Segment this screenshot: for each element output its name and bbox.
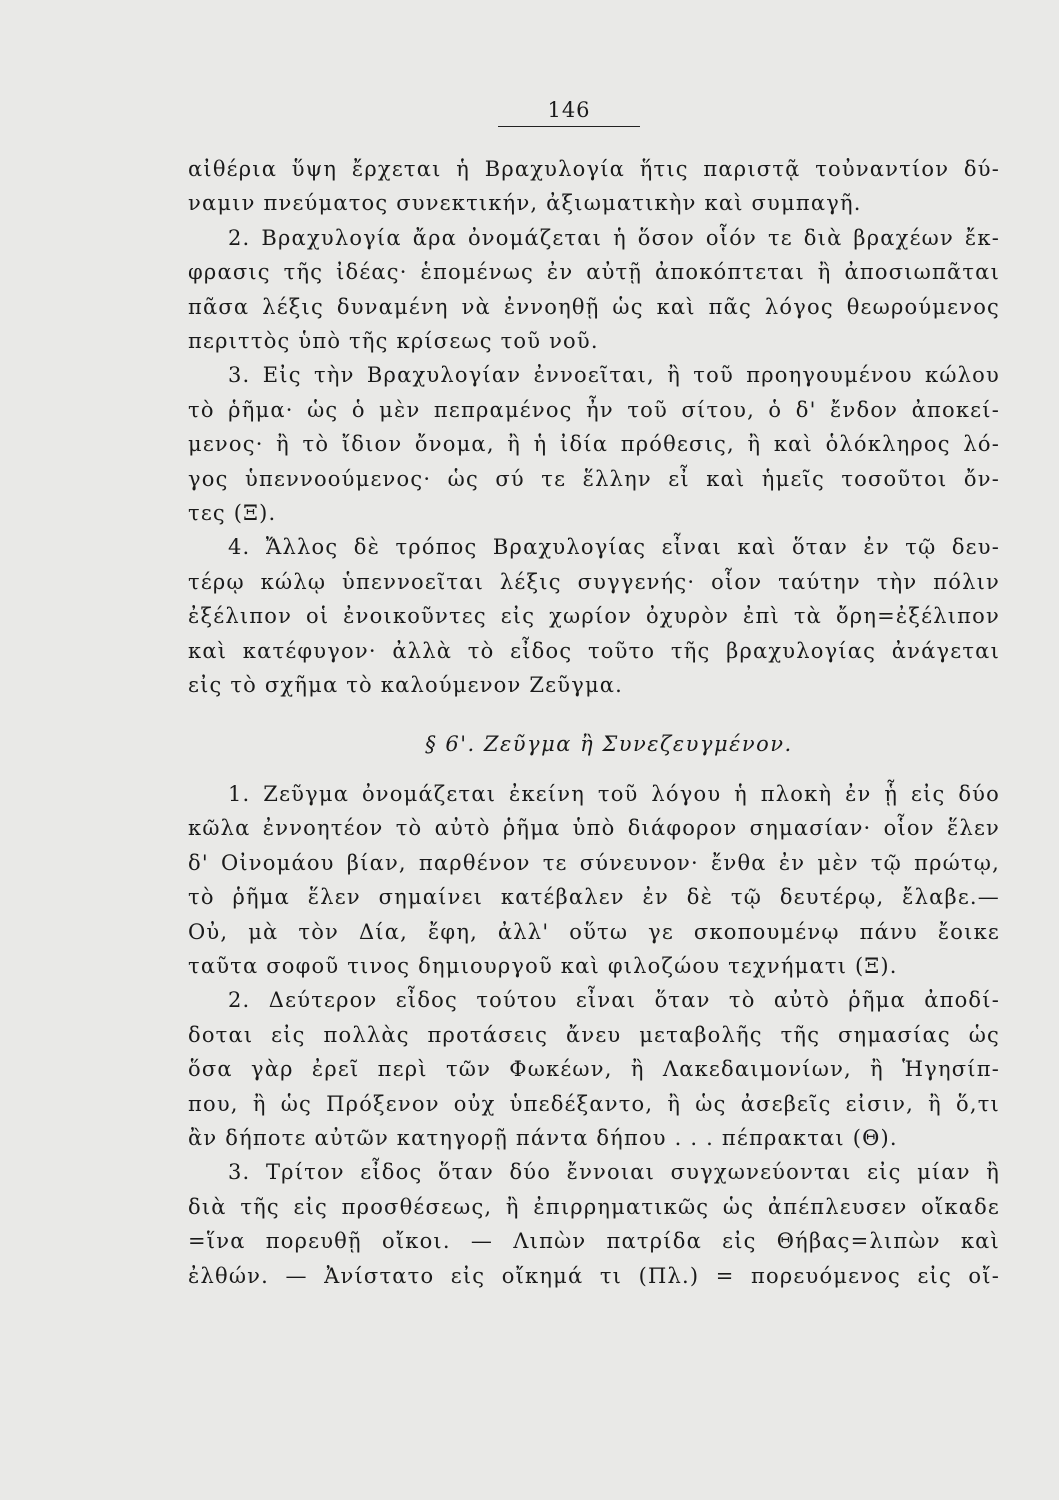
text-line: τὸ ῥῆμα ἕλεν σημαίνει κατέβαλεν ἐν δὲ τῷ δευτέρῳ, ἔλαβε.— [188, 885, 1000, 910]
zeugma-paragraph-3 [188, 1155, 1000, 1293]
text-line: 2. Βραχυλογία ἄρα ὀνομάζεται ἡ ὅσον οἷόν τε διὰ βραχέων ἔκ- [228, 225, 1000, 250]
text-line: ἐξέλιπον οἱ ἐνοικοῦντες εἰς χωρίον ὀχυρὸν ἐπὶ τὰ ὄρη=ἐξέλιπον [188, 604, 1000, 629]
paragraph-continued [188, 152, 1000, 221]
text-line: Οὐ, μὰ τὸν Δία, ἔφη, ἀλλ' οὕτω γε σκοπουμένῳ πάνυ ἔοικε [188, 919, 1000, 944]
text-line: πᾶσα λέξις δυναμένη νὰ ἐννοηθῇ ὡς καὶ πᾶς λόγος θεωρούμενος [188, 294, 1000, 319]
page-body [188, 152, 1000, 1293]
section-heading: § 6'. Ζεῦγμα ἢ Συνεζευγμένον. [425, 731, 793, 756]
text-line: εἰς τὸ σχῆμα τὸ καλούμενον Ζεῦγμα. [188, 673, 624, 698]
text-line: ταῦτα σοφοῦ τινος δημιουργοῦ καὶ φιλοζώου τεχνήματι (Ξ). [188, 953, 898, 978]
text-line: δοται εἰς πολλὰς προτάσεις ἄνευ μεταβολῆς τῆς σημασίας ὡς [188, 1022, 1000, 1047]
text-line: =ἵνα πορευθῇ οἴκοι. — Λιπὼν πατρίδα εἰς Θήβας=λιπὼν καὶ [188, 1229, 1000, 1254]
zeugma-paragraph-1 [188, 777, 1000, 983]
text-line: κῶλα ἐννοητέον τὸ αὐτὸ ῥῆμα ὑπὸ διάφορον σημασίαν· οἷον ἕλεν [188, 816, 1000, 841]
text-line: τες (Ξ). [188, 501, 277, 526]
paragraph-2 [188, 221, 1000, 359]
text-line: ἐλθών. — Ἀνίστατο εἰς οἴκημά τι (Πλ.) = πορευόμενος εἰς οἴ- [188, 1263, 1000, 1288]
text-line: δ' Οἰνομάου βίαν, παρθένον τε σύνευνον· ἔνθα ἐν μὲν τῷ πρώτῳ, [188, 850, 1000, 875]
page-number: 146 [498, 98, 640, 127]
text-line: που, ἢ ὡς Πρόξενον οὐχ ὑπεδέξαντο, ἢ ὡς ἀσεβεῖς εἰσιν, ἢ ὅ,τι [188, 1091, 1000, 1116]
zeugma-paragraph-2 [188, 983, 1000, 1155]
text-line: 3. Τρίτον εἶδος ὅταν δύο ἔννοιαι συγχωνεύονται εἰς μίαν ἢ [228, 1160, 1000, 1185]
text-line: φρασις τῆς ἰδέας· ἑπομένως ἐν αὐτῇ ἀποκόπτεται ἢ ἀποσιωπᾶται [188, 260, 1000, 285]
text-line: μενος· ἢ τὸ ἴδιον ὄνομα, ἢ ἡ ἰδία πρόθεσις, ἢ καὶ ὁλόκληρος λό- [188, 432, 1000, 457]
text-line: 1. Ζεῦγμα ὀνομάζεται ἐκείνη τοῦ λόγου ἡ πλοκὴ ἐν ᾗ εἰς δύο [228, 781, 1000, 806]
text-line: ὅσα γὰρ ἐρεῖ περὶ τῶν Φωκέων, ἢ Λακεδαιμονίων, ἢ Ἡγησίπ- [188, 1057, 1000, 1082]
text-line: διὰ τῆς εἰς προσθέσεως, ἢ ἐπιρρηματικῶς ὡς ἀπέπλευσεν οἴκαδε [188, 1194, 1000, 1219]
text-line: 4. Ἄλλος δὲ τρόπος Βραχυλογίας εἶναι καὶ ὅταν ἐν τῷ δευ- [228, 535, 1000, 560]
text-line: τὸ ῥῆμα· ὡς ὁ μὲν πεπραμένος ἦν τοῦ σίτου, ὁ δ' ἔνδον ἀποκεί- [188, 397, 1000, 422]
text-line: καὶ κατέφυγον· ἀλλὰ τὸ εἶδος τοῦτο τῆς βραχυλογίας ἀνάγεται [188, 638, 1000, 663]
text-line: 2. Δεύτερον εἶδος τούτου εἶναι ὅταν τὸ αὐτὸ ῥῆμα ἀποδί- [228, 988, 1000, 1013]
paragraph-4 [188, 530, 1000, 702]
text-line: περιττὸς ὑπὸ τῆς κρίσεως τοῦ νοῦ. [188, 329, 599, 354]
paragraph-3 [188, 358, 1000, 530]
text-line: ἂν δήποτε αὐτῶν κατηγορῇ πάντα δήπου . . . πέπρακται (Θ). [188, 1125, 898, 1150]
text-line: γος ὑπεννοούμενος· ὡς σύ τε ἕλλην εἶ καὶ ἡμεῖς τοσοῦτοι ὄν- [188, 466, 1000, 491]
text-line: ναμιν πνεύματος συνεκτικήν, ἀξιωματικὴν καὶ συμπαγῆ. [188, 191, 862, 216]
text-line: αἰθέρια ὕψη ἔρχεται ἡ Βραχυλογία ἥτις παριστᾷ τοὐναντίον δύ- [188, 157, 1000, 181]
text-line: 3. Εἰς τὴν Βραχυλογίαν ἐννοεῖται, ἢ τοῦ προηγουμένου κώλου [228, 363, 1000, 388]
text-line: τέρῳ κώλῳ ὑπεννοεῖται λέξις συγγενής· οἷον ταύτην τὴν πόλιν [188, 569, 1000, 594]
